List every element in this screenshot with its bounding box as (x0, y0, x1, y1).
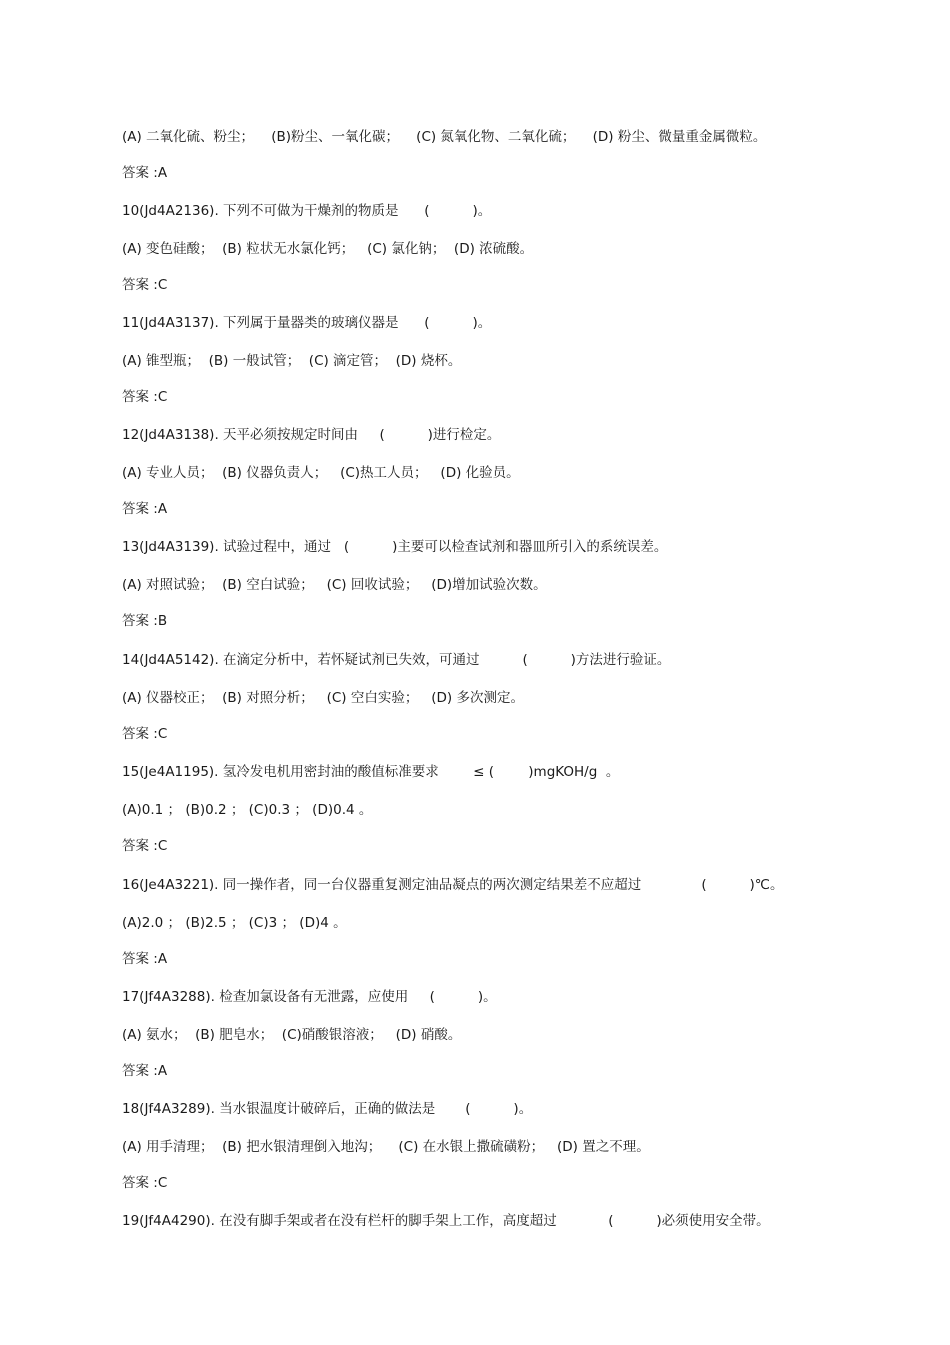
option-line: (A)0.1 ； (B)0.2 ； (C)0.3 ； (D)0.4 。 (122, 802, 373, 818)
answer-line: 答案 :C (122, 838, 168, 854)
question-line: 16(Je4A3221). 同一操作者，同一台仪器重复测定油品凝点的两次测定结果差不应超过 ( )℃。 (122, 877, 784, 893)
option-line: (A) 变色硅酸； (B) 粒状无水氯化钙； (C) 氯化钠； (D) 浓硫酸。 (122, 241, 534, 257)
option-line: (A) 仪器校正； (B) 对照分析； (C) 空白实验； (D) 多次测定。 (122, 690, 524, 706)
option-line: (A) 专业人员； (B) 仪器负责人； (C)热工人员； (D) 化验员。 (122, 465, 520, 481)
answer-line: 答案 :C (122, 1175, 168, 1191)
question-line: 17(Jf4A3288). 检查加氯设备有无泄露，应使用 ( )。 (122, 989, 497, 1005)
option-line: (A) 二氧化硫、粉尘； (B)粉尘、一氧化碳； (C) 氮氧化物、二氧化硫； (D) 粉尘、微量重金属微粒。 (122, 129, 767, 145)
option-line: (A) 用手清理； (B) 把水银清理倒入地沟； (C) 在水银上撒硫磺粉； (D) 置之不理。 (122, 1139, 650, 1155)
answer-line: 答案 :A (122, 165, 168, 181)
option-line: (A) 对照试验； (B) 空白试验； (C) 回收试验； (D)增加试验次数。 (122, 577, 547, 593)
question-line: 13(Jd4A3139). 试验过程中，通过 ( )主要可以检查试剂和器皿所引入的系统误差。 (122, 539, 668, 555)
question-line: 12(Jd4A3138). 天平必须按规定时间由 ( )进行检定。 (122, 427, 501, 443)
option-line: (A) 锥型瓶； (B) 一般试管； (C) 滴定管； (D) 烧杯。 (122, 353, 462, 369)
question-line: 15(Je4A1195). 氢冷发电机用密封油的酸值标准要求 ≤ ( )mgKOH/g 。 (122, 764, 620, 780)
question-line: 18(Jf4A3289). 当水银温度计破碎后，正确的做法是 ( )。 (122, 1101, 533, 1117)
answer-line: 答案 :B (122, 613, 168, 629)
answer-line: 答案 :A (122, 1063, 168, 1079)
answer-line: 答案 :C (122, 389, 168, 405)
question-line: 11(Jd4A3137). 下列属于量器类的玻璃仪器是 ( )。 (122, 315, 492, 331)
option-line: (A) 氨水； (B) 肥皂水； (C)硝酸银溶液； (D) 硝酸。 (122, 1027, 462, 1043)
answer-line: 答案 :A (122, 951, 168, 967)
answer-line: 答案 :C (122, 277, 168, 293)
answer-line: 答案 :C (122, 726, 168, 742)
option-line: (A)2.0 ； (B)2.5 ； (C)3 ； (D)4 。 (122, 915, 347, 931)
answer-line: 答案 :A (122, 501, 168, 517)
question-line: 14(Jd4A5142). 在滴定分析中，若怀疑试剂已失效，可通过 ( )方法进行验证。 (122, 652, 671, 668)
question-line: 19(Jf4A4290). 在没有脚手架或者在没有栏杆的脚手架上工作，高度超过 ( )必须使用安全带。 (122, 1213, 770, 1229)
question-line: 10(Jd4A2136). 下列不可做为干燥剂的物质是 ( )。 (122, 203, 492, 219)
